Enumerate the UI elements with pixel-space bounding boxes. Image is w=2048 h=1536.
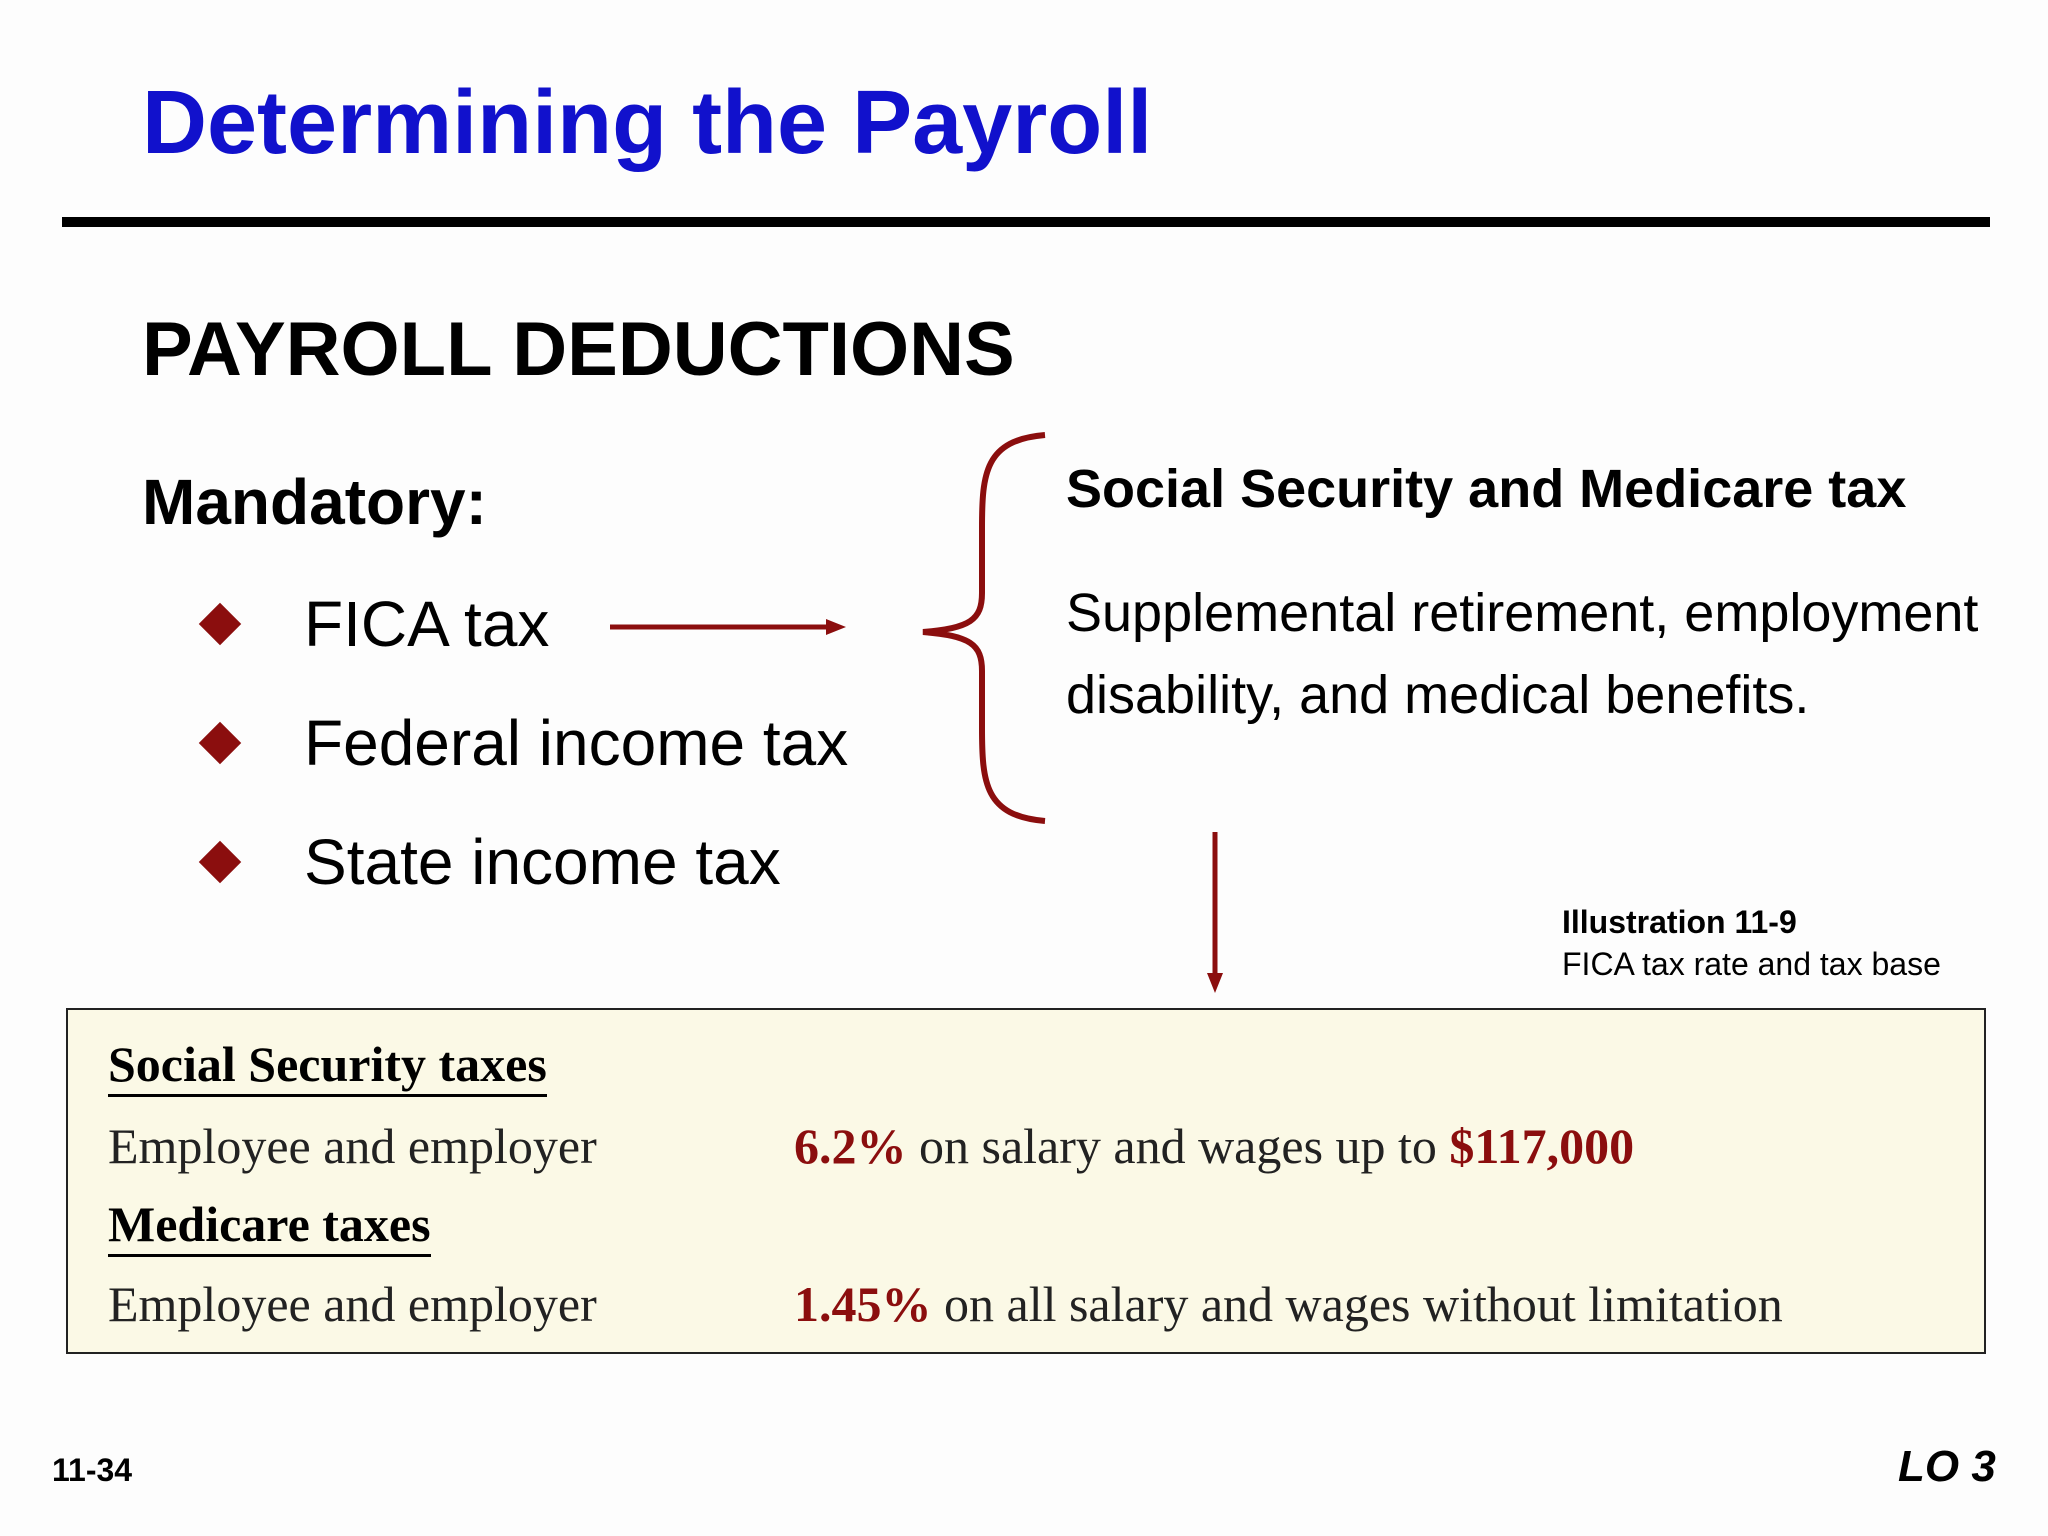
bullet-federal-income-tax xyxy=(196,703,848,783)
social-security-rate-text: on salary and wages up to xyxy=(906,1118,1450,1174)
mandatory-label: Mandatory: xyxy=(142,466,487,538)
right-arrow-icon xyxy=(608,612,848,642)
slide-number: 11-34 xyxy=(52,1452,133,1488)
fica-rate-table xyxy=(66,1008,1986,1354)
medicare-rate: 1.45% xyxy=(794,1276,932,1332)
fica-explanation-body: Supplemental retirement, employment disability, and medical benefits. xyxy=(1066,583,1979,725)
bullet-state-income-tax xyxy=(196,822,781,902)
slide-title: Determining the Payroll xyxy=(142,73,1153,173)
section-heading: PAYROLL DEDUCTIONS xyxy=(142,307,1015,392)
down-arrow-icon xyxy=(1200,830,1230,995)
illustration-caption: FICA tax rate and tax base xyxy=(1562,946,1941,982)
medicare-payer-label: Employee and employer xyxy=(108,1276,597,1332)
social-security-rate: 6.2% xyxy=(794,1118,907,1174)
social-security-heading: Social Security taxes xyxy=(108,1034,547,1097)
bullet-fica-tax xyxy=(196,584,549,664)
title-divider xyxy=(62,217,1990,227)
bullet-label: State income tax xyxy=(304,826,781,898)
bullet-label: FICA tax xyxy=(304,588,550,660)
social-security-rate-description xyxy=(794,1116,1634,1176)
social-security-wage-limit: $117,000 xyxy=(1449,1118,1635,1174)
diamond-bullet-icon xyxy=(199,841,241,883)
curly-brace-icon xyxy=(910,428,1060,828)
medicare-rate-text: on all salary and wages without limitation xyxy=(931,1276,1783,1332)
diamond-bullet-icon xyxy=(199,603,241,645)
illustration-title: Illustration 11-9 xyxy=(1562,904,1797,940)
medicare-rate-description xyxy=(794,1274,1783,1334)
medicare-heading: Medicare taxes xyxy=(108,1194,431,1257)
fica-explanation-heading: Social Security and Medicare tax xyxy=(1066,459,1907,519)
diamond-bullet-icon xyxy=(199,722,241,764)
bullet-label: Federal income tax xyxy=(304,707,849,779)
learning-objective: LO 3 xyxy=(1898,1442,1996,1491)
social-security-payer-label: Employee and employer xyxy=(108,1118,597,1174)
